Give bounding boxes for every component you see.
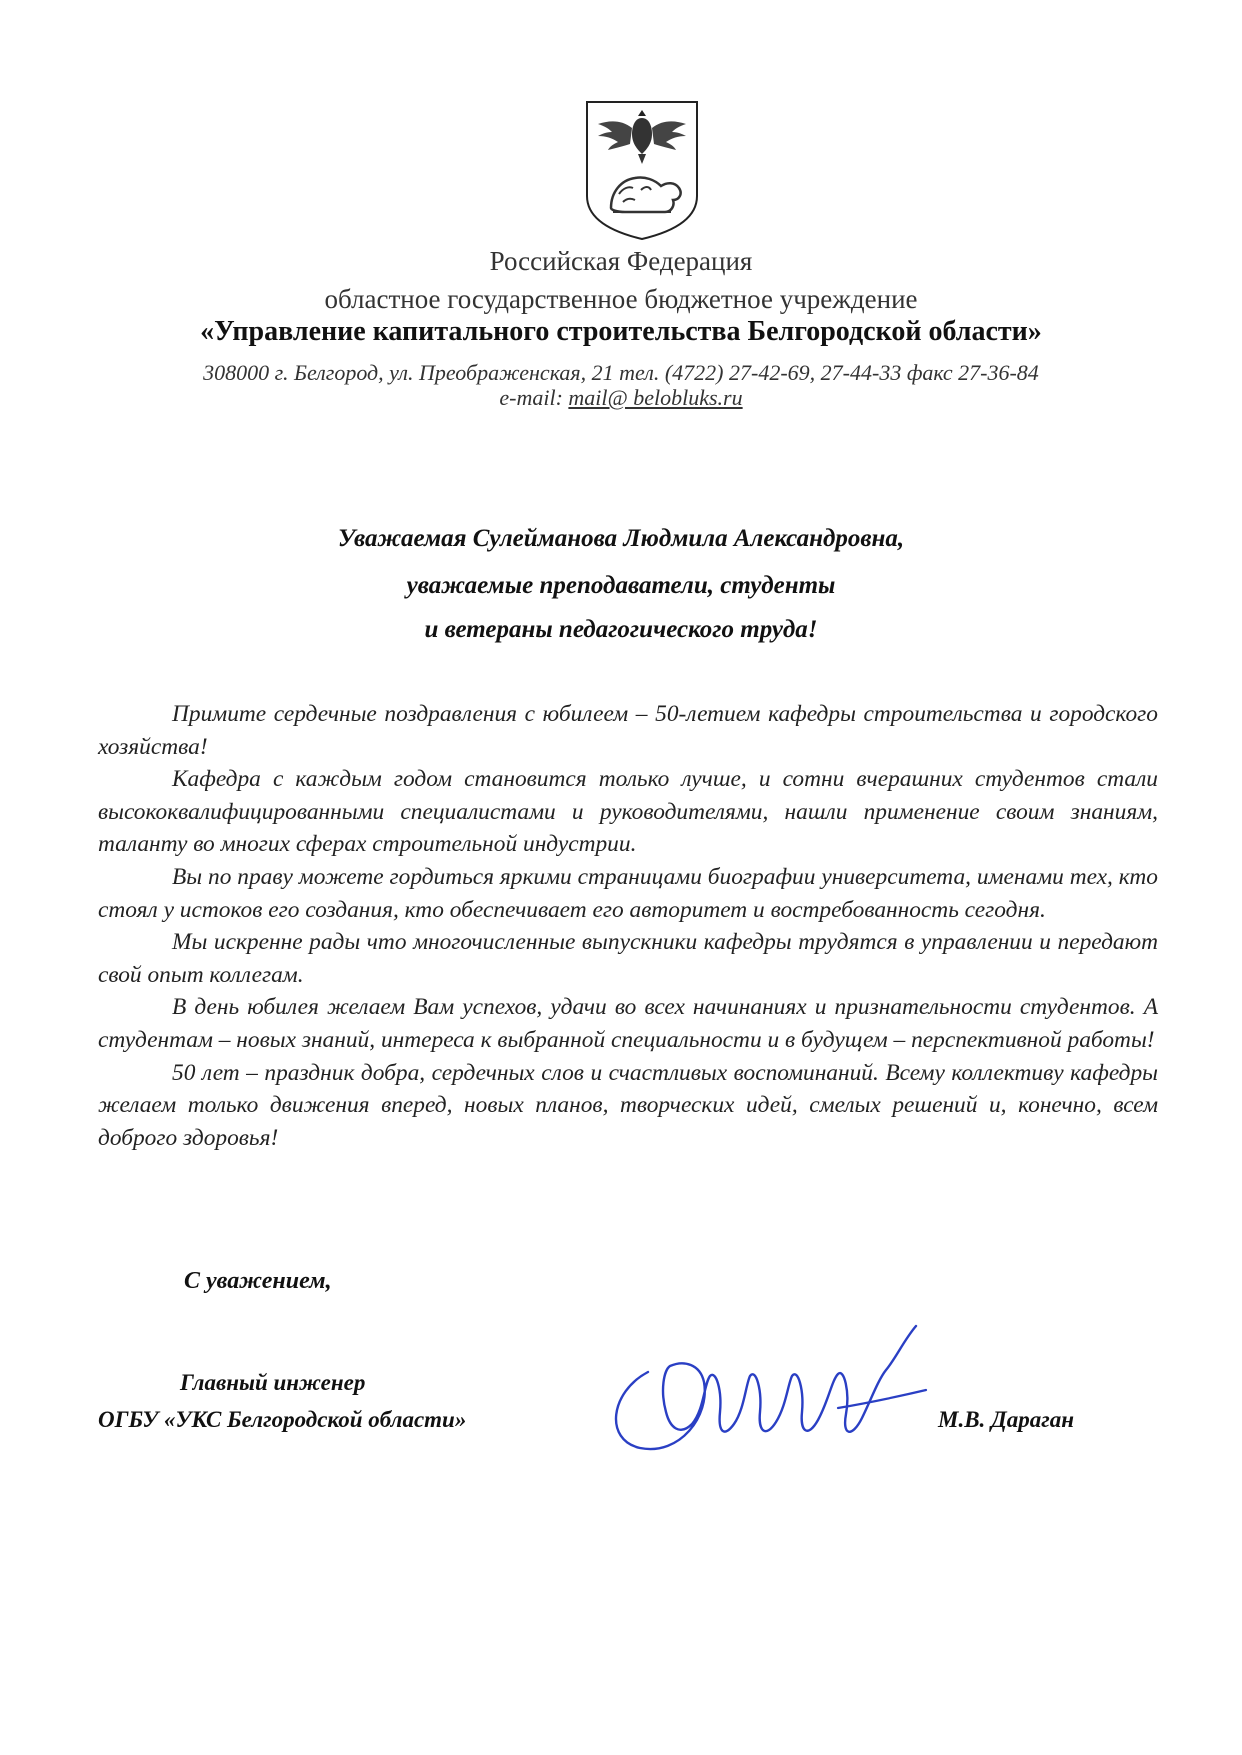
org-name: «Управление капитального строительства Белгородской области» xyxy=(200,316,1042,347)
body-paragraph: Мы искренне рады что многочисленные выпускники кафедры трудятся в управлении и передают свой опыт коллегам. xyxy=(98,929,1158,988)
org-address: 308000 г. Белгород, ул. Преображенская, 21 тел. (4722) 27-42-69, 27-44-33 факс 27-36-84 xyxy=(203,360,1039,385)
body-paragraph: В день юбилея желаем Вам успехов, удачи во всех начинаниях и признательности студентов. А студентам – новых знаний, интереса к выбранной специальности и в будущем – перспективной работы! xyxy=(98,994,1158,1053)
body-paragraph: 50 лет – праздник добра, сердечных слов и счастливых воспоминаний. Всему коллективу кафедры желаем только движения вперед, новых планов, творческих идей, смелых решений и, конечно, всем доброго здоровья! xyxy=(98,1059,1158,1151)
signature-stroke xyxy=(616,1326,916,1449)
handwritten-signature xyxy=(600,1320,940,1460)
letter-body xyxy=(98,698,1158,1154)
signatory-name: М.В. Дараган xyxy=(938,1407,1075,1432)
body-paragraph: Вы по праву можете гордиться яркими страницами биографии университета, именами тех, кто стоял у истоков его создания, кто обеспечивает его авторитет и востребованность сегодня. xyxy=(98,863,1158,923)
coat-of-arms-icon xyxy=(583,98,701,243)
email-link[interactable]: mail@ belobluks.ru xyxy=(568,385,743,410)
org-type: областное государственное бюджетное учреждение xyxy=(324,284,918,314)
greeting-line-2: уважаемые преподаватели, студенты xyxy=(406,572,836,599)
email-line xyxy=(0,385,1242,411)
body-paragraph: Кафедра с каждым годом становится только лучше, и сотни вчерашних студентов стали высококвалифицированными специалистами и руководителями, нашли применение своим знаниям, таланту во многих сферах строительной индустрии. xyxy=(98,766,1158,858)
email-label: e-mail: xyxy=(499,385,569,410)
closing-phrase: С уважением, xyxy=(184,1268,332,1294)
body-paragraph: Примите сердечные поздравления с юбилеем – 50-летием кафедры строительства и городского хозяйства! xyxy=(98,701,1158,760)
greeting-line-1: Уважаемая Сулейманова Людмила Александровна, xyxy=(337,525,905,552)
country-name: Российская Федерация xyxy=(489,246,753,276)
signatory-title: Главный инженер xyxy=(180,1370,366,1395)
signatory-organization: ОГБУ «УКС Белгородской области» xyxy=(98,1407,467,1432)
greeting-line-3: и ветераны педагогического труда! xyxy=(424,616,818,643)
